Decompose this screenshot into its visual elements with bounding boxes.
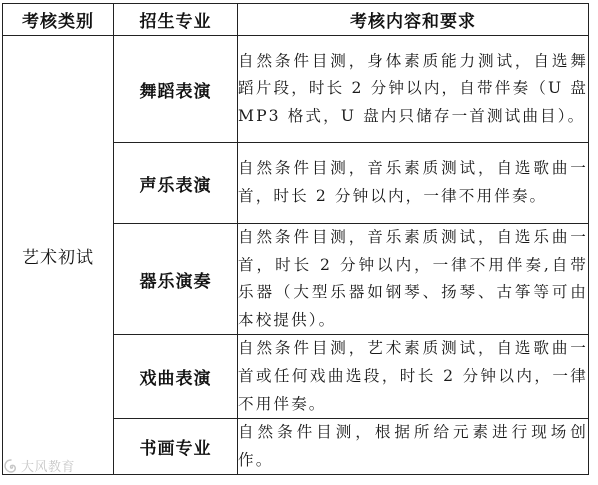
header-category: 考核类别 [3, 4, 114, 36]
major-cell: 书画专业 [114, 419, 238, 475]
requirements-cell: 自然条件目测，音乐素质测试，自选乐曲一首，时长 2 分钟以内，一律不用伴奏,自带乐器（大型乐器如钢琴、扬琴、古筝等可由本校提供）。 [238, 224, 589, 335]
major-cell: 戏曲表演 [114, 335, 238, 419]
header-major: 招生专业 [114, 4, 238, 36]
watermark-text: 大风教育 [21, 460, 76, 475]
table-row [3, 36, 589, 143]
requirements-cell: 自然条件目测，艺术素质测试，自选歌曲一首或任何戏曲选段，时长 2 分钟以内，一律不用伴奏。 [238, 335, 589, 419]
header-row [3, 4, 589, 36]
header-requirements: 考核内容和要求 [238, 4, 589, 36]
table-body [3, 36, 589, 475]
requirements-cell: 自然条件目测，身体素质能力测试，自选舞蹈片段，时长 2 分钟以内，自带伴奏（U 盘 MP3 格式，U 盘内只储存一首测试曲目）。 [238, 36, 589, 143]
category-cell: 艺术初试 [3, 36, 114, 475]
major-cell: 器乐演奏 [114, 224, 238, 335]
requirements-cell: 自然条件目测，音乐素质测试，自选歌曲一首，时长 2 分钟以内，一律不用伴奏。 [238, 143, 589, 224]
requirements-cell: 自然条件目测，根据所给元素进行现场创作。 [238, 419, 589, 475]
table-header [3, 4, 589, 36]
exam-requirements-table [2, 3, 589, 475]
major-cell: 声乐表演 [114, 143, 238, 224]
major-cell: 舞蹈表演 [114, 36, 238, 143]
